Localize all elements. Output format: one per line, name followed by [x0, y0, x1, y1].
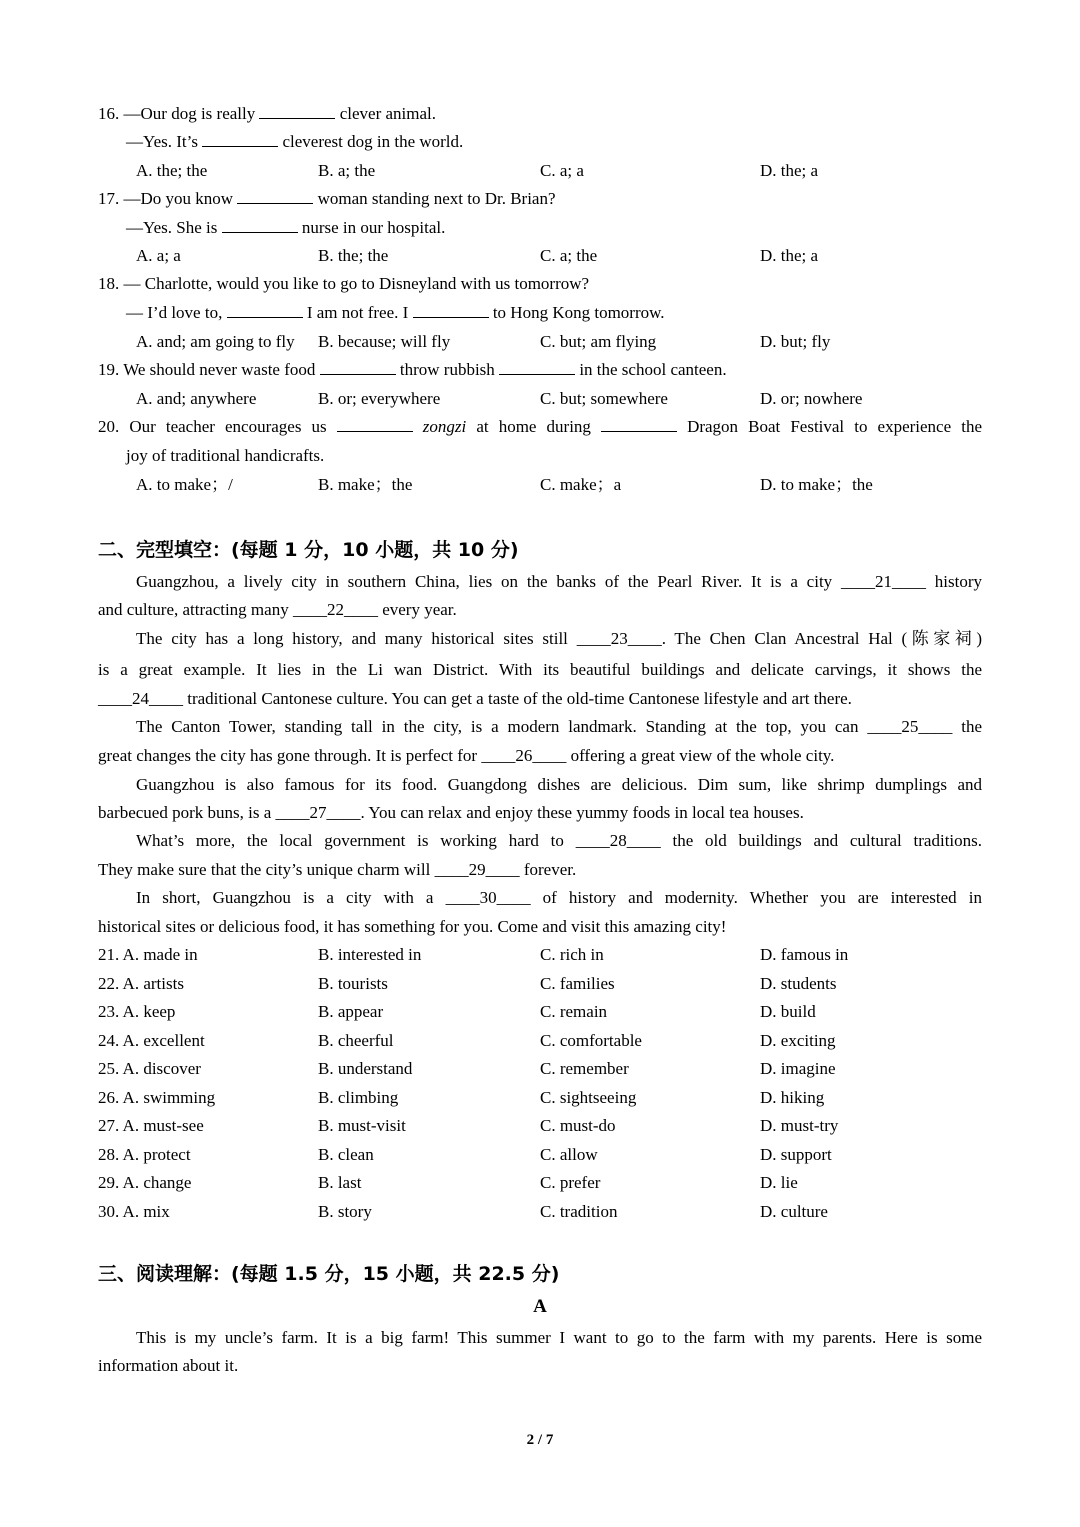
q16-option-c: C. a; a	[540, 161, 584, 180]
q19-option-c: C. but; somewhere	[540, 389, 668, 408]
passage-line: They make sure that the city’s unique charm will ____29____ forever.	[98, 860, 577, 879]
cloze-21-option-d: D. famous in	[760, 945, 849, 964]
cloze-22-option-c: C. families	[540, 974, 615, 993]
passage-line: What’s more, the local government is working hard to ____28____ the old buildings and cultural traditions.	[136, 831, 983, 850]
q17-option-c: C. a; the	[540, 246, 598, 265]
reading-a-title: A	[533, 1296, 547, 1317]
cloze-25-option-d: D. imagine	[760, 1059, 836, 1078]
passage-line: Guangzhou is also famous for its food. Guangdong dishes are delicious. Dim sum, like shrimp dumplings and	[136, 775, 982, 794]
q17-option-b: B. the; the	[318, 246, 389, 265]
cloze-22-option-a: 22. A. artists	[98, 974, 184, 993]
q20-option-c: C. make；a	[540, 475, 622, 494]
cloze-26-option-b: B. climbing	[318, 1088, 399, 1107]
q20-line1: 20. Our teacher encourages us zongzi at home during Dragon Boat Festival to experience the	[98, 417, 982, 436]
cloze-22-option-d: D. students	[760, 974, 837, 993]
q20-option-a: A. to make；/	[136, 475, 233, 494]
cloze-29-option-b: B. last	[318, 1173, 362, 1192]
q17-line2: —Yes. She is nurse in our hospital.	[126, 218, 446, 237]
reading-a-line: This is my uncle’s farm. It is a big farm! This summer I want to go to the farm with my parents. Here is some	[136, 1328, 982, 1347]
q17-line1: 17. —Do you know woman standing next to Dr. Brian?	[98, 189, 556, 208]
cloze-25-option-c: C. remember	[540, 1059, 629, 1078]
cloze-29-option-d: D. lie	[760, 1173, 798, 1192]
answer-blank	[320, 374, 396, 375]
passage-line: The city has a long history, and many historical sites still ____23____. The Chen Clan Ancestral Hal (陈家祠)	[136, 629, 983, 648]
cloze-21-option-a: 21. A. made in	[98, 945, 198, 964]
passage-line: The Canton Tower, standing tall in the city, is a modern landmark. Standing at the top, you can ____25____ the	[136, 717, 983, 736]
cloze-blank-24: ____24____	[98, 689, 183, 708]
cloze-blank-26: ____26____	[481, 746, 567, 765]
q18-option-a: A. and; am going to fly	[136, 332, 295, 351]
cloze-21-option-b: B. interested in	[318, 945, 422, 964]
cloze-22-option-b: B. tourists	[318, 974, 388, 993]
q16-line2: —Yes. It’s cleverest dog in the world.	[126, 132, 464, 151]
cloze-23-option-d: D. build	[760, 1002, 816, 1021]
cloze-29-option-c: C. prefer	[540, 1173, 601, 1192]
answer-blank	[337, 431, 413, 432]
passage-line: historical sites or delicious food, it has something for you. Come and visit this amazing city!	[98, 917, 727, 936]
cloze-26-option-c: C. sightseeing	[540, 1088, 637, 1107]
q16-option-d: D. the; a	[760, 161, 819, 180]
cloze-21-option-c: C. rich in	[540, 945, 604, 964]
passage-line: Guangzhou, a lively city in southern China, lies on the banks of the Pearl River. It is a city ____21____ history	[136, 572, 983, 591]
cloze-28-option-d: D. support	[760, 1145, 832, 1164]
cloze-25-option-b: B. understand	[318, 1059, 413, 1078]
cloze-30-option-d: D. culture	[760, 1202, 828, 1221]
page-number: 2 / 7	[526, 1432, 554, 1448]
passage-line: great changes the city has gone through. It is perfect for ____26____ offering a great view of the whole city.	[98, 746, 835, 765]
q20-option-d: D. to make；the	[760, 475, 873, 494]
passage-line: ____24____ traditional Cantonese culture. You can get a taste of the old-time Cantonese lifestyle and art there.	[98, 689, 852, 708]
cloze-23-option-c: C. remain	[540, 1002, 608, 1021]
q20-option-b: B. make；the	[318, 475, 413, 494]
cloze-26-option-a: 26. A. swimming	[98, 1088, 216, 1107]
q19-line1: 19. We should never waste food throw rubbish in the school canteen.	[98, 360, 727, 379]
cloze-blank-25: ____25____	[867, 717, 953, 736]
q16-option-b: B. a; the	[318, 161, 376, 180]
q20-line2: joy of traditional handicrafts.	[126, 446, 325, 465]
q18-line1: 18. — Charlotte, would you like to go to Disneyland with us tomorrow?	[98, 274, 590, 293]
cloze-30-option-b: B. story	[318, 1202, 372, 1221]
q16-line1: 16. —Our dog is really clever animal.	[98, 104, 437, 123]
cloze-blank-30: ____30____	[445, 888, 531, 907]
cloze-25-option-a: 25. A. discover	[98, 1059, 201, 1078]
answer-blank	[259, 118, 335, 119]
q18-option-c: C. but; am flying	[540, 332, 657, 351]
reading-a-line: information about it.	[98, 1356, 239, 1375]
cloze-23-option-b: B. appear	[318, 1002, 384, 1021]
answer-blank	[227, 317, 303, 318]
cloze-blank-22: ____22____	[292, 600, 378, 619]
q19-option-d: D. or; nowhere	[760, 389, 863, 408]
cloze-blank-28: ____28____	[575, 831, 661, 850]
cloze-28-option-a: 28. A. protect	[98, 1145, 191, 1164]
q18-line2: — I’d love to, I am not free. I to Hong Kong tomorrow.	[126, 303, 665, 322]
cloze-blank-27: ____27____	[275, 803, 361, 822]
answer-blank	[222, 232, 298, 233]
answer-blank	[237, 203, 313, 204]
passage-line: In short, Guangzhou is a city with a ____30____ of history and modernity. Whether you are interested in	[136, 888, 982, 907]
q17-option-a: A. a; a	[136, 246, 181, 265]
cloze-29-option-a: 29. A. change	[98, 1173, 192, 1192]
cloze-blank-23: ____23____	[576, 629, 662, 648]
passage-line: barbecued pork buns, is a ____27____. You can relax and enjoy these yummy foods in local tea houses.	[98, 803, 804, 822]
section2-heading: 二、完型填空：(每题 1 分，10 小题，共 10 分)	[98, 539, 519, 561]
cloze-28-option-c: C. allow	[540, 1145, 598, 1164]
q16-option-a: A. the; the	[136, 161, 208, 180]
answer-blank	[499, 374, 575, 375]
cloze-blank-21: ____21____	[840, 572, 926, 591]
section3-heading: 三、阅读理解：(每题 1.5 分，15 小题，共 22.5 分)	[98, 1263, 560, 1285]
q19-option-a: A. and; anywhere	[136, 389, 257, 408]
cloze-24-option-c: C. comfortable	[540, 1031, 642, 1050]
q18-option-b: B. because; will fly	[318, 332, 451, 351]
cloze-27-option-a: 27. A. must-see	[98, 1116, 204, 1135]
answer-blank	[413, 317, 489, 318]
answer-blank	[601, 431, 677, 432]
q18-option-d: D. but; fly	[760, 332, 831, 351]
cloze-blank-29: ____29____	[434, 860, 520, 879]
cloze-24-option-d: D. exciting	[760, 1031, 836, 1050]
cloze-30-option-c: C. tradition	[540, 1202, 618, 1221]
cloze-23-option-a: 23. A. keep	[98, 1002, 176, 1021]
passage-line: is a great example. It lies in the Li wan District. With its beautiful buildings and delicate carvings, it shows the	[98, 660, 982, 679]
cloze-26-option-d: D. hiking	[760, 1088, 825, 1107]
cloze-24-option-a: 24. A. excellent	[98, 1031, 205, 1050]
q17-option-d: D. the; a	[760, 246, 819, 265]
cloze-30-option-a: 30. A. mix	[98, 1202, 170, 1221]
passage-line: and culture, attracting many ____22____ every year.	[98, 600, 457, 619]
cloze-28-option-b: B. clean	[318, 1145, 374, 1164]
cloze-27-option-d: D. must-try	[760, 1116, 839, 1135]
q19-option-b: B. or; everywhere	[318, 389, 441, 408]
cloze-24-option-b: B. cheerful	[318, 1031, 394, 1050]
cloze-27-option-b: B. must-visit	[318, 1116, 406, 1135]
cloze-27-option-c: C. must-do	[540, 1116, 616, 1135]
answer-blank	[202, 146, 278, 147]
